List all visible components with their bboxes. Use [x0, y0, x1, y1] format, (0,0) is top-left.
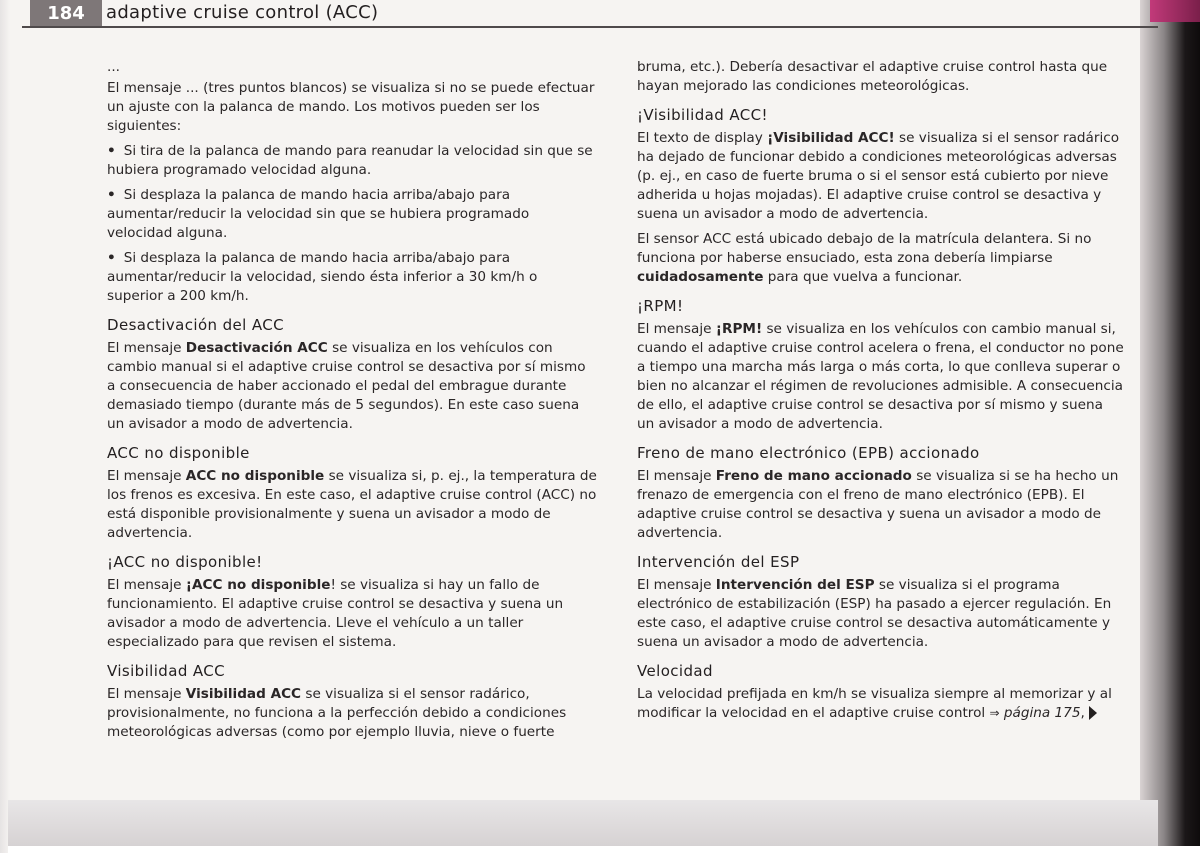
text-run: El mensaje — [637, 577, 716, 593]
bullet-text: Si tira de la palanca de mando para reanudar la velocidad sin que se hubiera programado velocidad alguna. — [107, 143, 593, 178]
page-title: adaptive cruise control (ACC) — [106, 2, 379, 23]
section-heading: Velocidad — [637, 662, 713, 680]
section-heading: Desactivación del ACC — [107, 316, 285, 334]
section-heading: Freno de mano electrónico (EPB) accionado — [637, 444, 980, 462]
bullet-icon: • — [107, 250, 116, 266]
section-paragraph — [637, 129, 1124, 224]
binding-shadow — [1140, 0, 1200, 853]
section-heading: Visibilidad ACC — [107, 662, 226, 680]
section-paragraph — [637, 320, 1124, 434]
text-run: se visualiza si se ha hecho un frenazo de emergencia con el freno de mano electrónico (EPB). El adaptive cruise control se desactiva y suena un avisador a modo de advertencia. — [637, 468, 1119, 541]
bullet-icon: • — [107, 143, 116, 159]
text-run: se visualiza si, p. ej., la temperatura de los frenos es excesiva. En este caso, el adaptive cruise control (ACC) no está disponible provisionalmente y suena un avisador a modo de advertencia. — [107, 468, 597, 541]
text-run: se visualiza en los vehículos con cambio manual si, cuando el adaptive cruise control acelera o frena, el conductor no pone a tiempo una marcha más larga o más corta, lo que conlleva superar o bien no alcanzar el régimen de revoluciones admisible. A consecuencia de ello, el adaptive cruise control se desactiva por sí mismo y suena un avisador a modo de advertencia. — [637, 321, 1124, 432]
section-heading: ¡RPM! — [637, 297, 684, 315]
section-paragraph — [107, 467, 597, 543]
text-run: se visualiza si el sensor radárico, provisionalmente, no funciona a la perfección debido a condiciones meteorológicas adversas (como por ejemplo lluvia, nieve o fuerte — [107, 686, 567, 740]
ellipsis-symbol: ... — [107, 59, 120, 75]
list-item — [107, 186, 597, 243]
section-paragraph — [107, 685, 597, 742]
section-heading: ACC no disponible — [107, 444, 250, 462]
bold-term: cuidadosamente — [637, 269, 764, 285]
page-left-edge — [0, 0, 10, 853]
text-run: El mensaje — [637, 468, 716, 484]
section-heading: ¡ACC no disponible! — [107, 553, 263, 571]
left-column — [107, 58, 597, 742]
text-run: El mensaje — [107, 340, 186, 356]
bullet-text: Si desplaza la palanca de mando hacia arriba/abajo para aumentar/reducir la velocidad, siendo ésta inferior a 30 km/h o superior a 200 km/h. — [107, 250, 538, 304]
page-number: 184 — [30, 0, 102, 26]
text-run: El mensaje — [107, 468, 186, 484]
bold-term: Intervención del ESP — [715, 577, 875, 593]
text-run: para que vuelva a funcionar. — [763, 269, 963, 285]
bold-term: Freno de mano accionado — [715, 468, 912, 484]
text-run: se visualiza si el sensor radárico ha dejado de funcionar debido a condiciones meteorológicas adversas (p. ej., en caso de fuerte bruma o si el sensor está cubierto por nieve adherida u hojas mojadas). El adaptive cruise control se desactiva y suena un avisador a modo de advertencia. — [637, 130, 1120, 222]
bold-term: ¡ACC no disponible — [185, 577, 331, 593]
header-rule — [22, 26, 1158, 28]
text-run: El mensaje — [107, 577, 186, 593]
intro-paragraph: El mensaje ... (tres puntos blancos) se visualiza si no se puede efectuar un ajuste con la palanca de mando. Los motivos pueden ser los siguientes: — [107, 80, 595, 134]
section-paragraph — [637, 467, 1124, 543]
bullet-text: Si desplaza la palanca de mando hacia arriba/abajo para aumentar/reducir la velocidad sin que se hubiera programado velocidad alguna. — [107, 187, 530, 241]
footer-band — [8, 800, 1158, 846]
text-run: se visualiza si el programa electrónico de estabilización (ESP) ha pasado a ejercer regulación. En este caso, el adaptive cruise control se desactiva automáticamente y suena un avisador a modo de advertencia. — [637, 577, 1112, 650]
text-run: se visualiza en los vehículos con cambio manual si el adaptive cruise control se desactiva por sí mismo a consecuencia de haber accionado el pedal del embrague durante demasiado tiempo (durante más de 5 segundos). En este caso suena un avisador a modo de advertencia. — [107, 340, 586, 432]
continue-triangle-icon — [1089, 706, 1097, 720]
bold-term: Visibilidad ACC — [185, 686, 302, 702]
section-paragraph — [637, 685, 1124, 723]
section-heading: Intervención del ESP — [637, 553, 800, 571]
section-paragraph — [637, 576, 1124, 652]
section-paragraph — [637, 230, 1124, 287]
right-column — [637, 58, 1124, 723]
continued-paragraph: bruma, etc.). Debería desactivar el adaptive cruise control hasta que hayan mejorado las condiciones meteorológicas. — [637, 59, 1108, 94]
page-reference-link[interactable]: página 175 — [999, 705, 1081, 721]
text-run: El mensaje — [637, 321, 716, 337]
section-paragraph — [107, 339, 597, 434]
bullet-icon: • — [107, 187, 116, 203]
bold-term: ¡Visibilidad ACC! — [767, 130, 895, 146]
text-run: El sensor ACC está ubicado debajo de la matrícula delantera. Si no funciona por haberse ensuciado, esta zona debería limpiarse — [637, 231, 1092, 266]
footer-edge — [8, 846, 1200, 853]
text-run: ! se visualiza si hay un fallo de funcionamiento. El adaptive cruise control se desactiva y suena un avisador a modo de advertencia. Lleve el vehículo a un taller especializado para que revisen el sistema. — [107, 577, 564, 650]
page-header — [8, 0, 1158, 26]
text-run: La velocidad prefijada en km/h se visualiza siempre al memorizar y al modificar la velocidad en el adaptive cruise control — [637, 686, 1112, 721]
bold-term: Desactivación ACC — [185, 340, 328, 356]
section-paragraph — [107, 576, 597, 652]
bold-term: ACC no disponible — [185, 468, 325, 484]
text-run: , — [1080, 705, 1085, 721]
list-item — [107, 142, 597, 180]
list-item — [107, 249, 597, 306]
reference-arrow-icon: ⇒ — [989, 706, 1000, 720]
text-run: El texto de display — [637, 130, 768, 146]
bold-term: ¡RPM! — [715, 321, 763, 337]
section-heading: ¡Visibilidad ACC! — [637, 106, 768, 124]
text-run: El mensaje — [107, 686, 186, 702]
